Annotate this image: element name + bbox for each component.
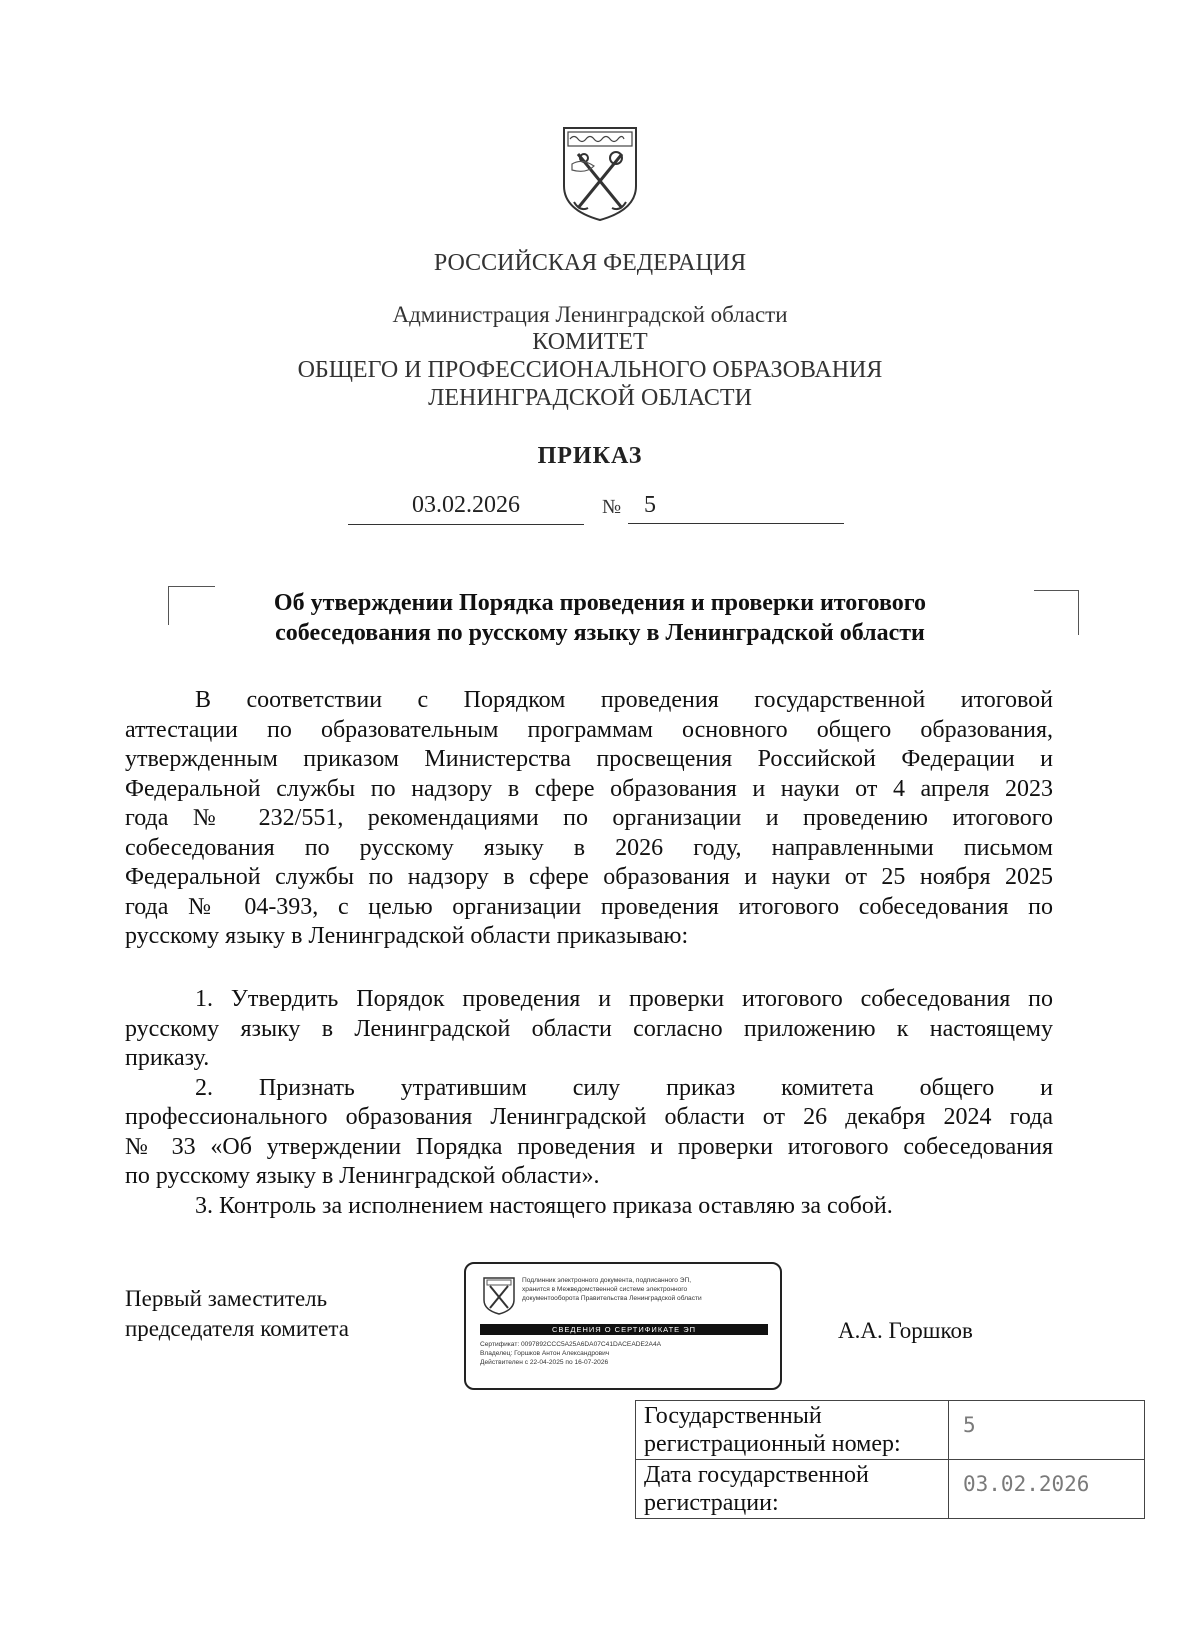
header-committee-line1: КОМИТЕТ xyxy=(532,329,648,355)
item-3-line: 3. Контроль за исполнением настоящего приказа оставляю за собой. xyxy=(195,1192,893,1219)
registration-label-line: Дата государственной xyxy=(644,1462,869,1488)
preamble-line: собеседования по русскому языку в 2026 году, направленными письмом xyxy=(125,834,1053,861)
item-2-line: № 33 «Об утверждении Порядка проведения и проверки итогового собеседования xyxy=(125,1133,1053,1160)
item-1-line: русскому языку в Ленинградской области согласно приложению к настоящему xyxy=(125,1015,1053,1042)
registration-row-number xyxy=(636,1401,1145,1460)
title-bracket-right xyxy=(1034,590,1079,635)
order-title-line2: собеседования по русскому языку в Ленинградской области xyxy=(275,620,925,646)
registration-row-date xyxy=(636,1460,1145,1519)
preamble-line: утвержденным приказом Министерства просвещения Российской Федерации и xyxy=(125,746,1053,772)
registration-label-line: регистрационный номер: xyxy=(644,1431,901,1457)
stamp-info-line: хранится в Межведомственной системе электронного xyxy=(522,1286,688,1293)
registration-date-value: 03.02.2026 xyxy=(949,1460,1145,1519)
stamp-info-line: Подлинник электронного документа, подписанного ЭП, xyxy=(522,1277,692,1284)
preamble-line: года № 04-393, с целью организации проведения итогового собеседования по xyxy=(125,893,1053,920)
registration-date-label xyxy=(636,1460,949,1519)
date-number-line xyxy=(348,492,846,532)
item-2-line: профессионального образования Ленинградской области от 26 декабря 2024 года xyxy=(125,1104,1053,1130)
doc-type-title: ПРИКАЗ xyxy=(537,443,643,469)
order-date: 03.02.2026 xyxy=(348,492,584,525)
stamp-info-line: документооборота Правительства Ленинградской области xyxy=(522,1295,702,1302)
item-2-line: 2. Признать утратившим силу приказ комитета общего и xyxy=(195,1074,1053,1101)
item-1-line: приказу. xyxy=(125,1045,210,1071)
preamble-line: Федеральной службы по надзору в сфере образования и науки от 4 апреля 2023 xyxy=(125,775,1053,802)
order-title xyxy=(200,588,1000,648)
order-items xyxy=(125,985,1053,1221)
stamp-owner: Владелец: Горшков Антон Александрович xyxy=(480,1350,610,1357)
stamp-certificate-bar: СВЕДЕНИЯ О СЕРТИФИКАТЕ ЭП xyxy=(480,1324,768,1335)
stamp-validity: Действителен с 22-04-2025 по 16-07-2026 xyxy=(480,1359,609,1366)
preamble-line: аттестации по образовательным программам основного общего образования, xyxy=(125,716,1053,743)
preamble-line: В соответствии с Порядком проведения государственной итоговой xyxy=(195,687,1053,713)
stamp-info xyxy=(522,1276,772,1303)
header-administration: Администрация Ленинградской области xyxy=(392,302,788,327)
order-number-label: № xyxy=(602,496,622,518)
registration-label-line: Государственный xyxy=(644,1403,822,1429)
order-number: 5 xyxy=(628,492,844,524)
signatory-position-line1: Первый заместитель xyxy=(125,1286,328,1311)
registration-label-line: регистрации: xyxy=(644,1490,779,1516)
header-committee-line3: ЛЕНИНГРАДСКОЙ ОБЛАСТИ xyxy=(428,385,752,411)
stamp-certificate-details xyxy=(480,1340,776,1367)
signatory-position xyxy=(125,1284,349,1344)
item-2-line: по русскому языку в Ленинградской области». xyxy=(125,1163,600,1189)
preamble-line: Федеральной службы по надзору в сфере образования и науки от 25 ноября 2025 xyxy=(125,864,1053,890)
stamp-emblem-icon xyxy=(482,1276,516,1316)
item-1-line: 1. Утвердить Порядок проведения и проверки итогового собеседования по xyxy=(195,986,1053,1012)
signatory-name: А.А. Горшков xyxy=(838,1318,973,1343)
stamp-certificate-number: Сертификат: 0097892CCC5A25A6DA07C41DACEADE2A4A xyxy=(480,1341,662,1348)
preamble-line: русскому языку в Ленинградской области приказываю: xyxy=(125,923,689,949)
registration-table xyxy=(635,1400,1145,1519)
preamble-paragraph xyxy=(125,686,1053,952)
coat-of-arms-emblem xyxy=(560,124,640,224)
electronic-signature-stamp xyxy=(464,1262,782,1390)
registration-number-label xyxy=(636,1401,949,1460)
header-country: РОССИЙСКАЯ ФЕДЕРАЦИЯ xyxy=(433,250,747,276)
signatory-position-line2: председателя комитета xyxy=(125,1316,349,1341)
order-title-line1: Об утверждении Порядка проведения и проверки итогового xyxy=(273,590,927,616)
preamble-line: года № 232/551, рекомендациями по организации и проведению итогового xyxy=(125,805,1053,831)
header-committee-line2: ОБЩЕГО И ПРОФЕССИОНАЛЬНОГО ОБРАЗОВАНИЯ xyxy=(297,357,883,383)
registration-number-value: 5 xyxy=(949,1401,1145,1460)
